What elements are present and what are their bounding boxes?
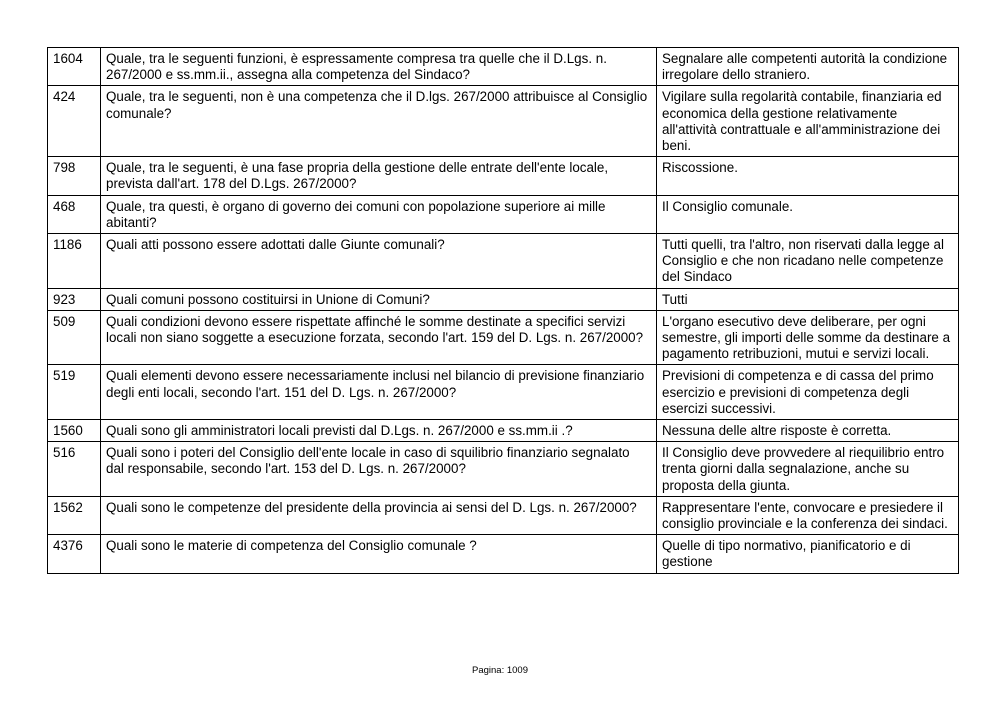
question-id-cell: 519 xyxy=(48,365,101,420)
question-id-cell: 1604 xyxy=(48,48,101,86)
table-row xyxy=(48,195,959,233)
page-number: Pagina: 1009 xyxy=(472,665,528,676)
question-id-cell: 424 xyxy=(48,86,101,157)
answer-text-cell: Il Consiglio comunale. xyxy=(657,195,959,233)
answer-text-cell: Il Consiglio deve provvedere al riequilibrio entro trenta giorni dalla segnalazione, anche su proposta della giunta. xyxy=(657,442,959,497)
question-id-cell: 509 xyxy=(48,310,101,365)
question-id-cell: 1562 xyxy=(48,496,101,534)
table-row xyxy=(48,288,959,310)
answer-text-cell: Tutti quelli, tra l'altro, non riservati dalla legge al Consiglio e che non ricadano nelle competenze del Sindaco xyxy=(657,234,959,289)
table-row xyxy=(48,442,959,497)
question-id-cell: 468 xyxy=(48,195,101,233)
question-table xyxy=(47,47,959,574)
question-text-cell: Quale, tra le seguenti, è una fase propria della gestione delle entrate dell'ente locale, prevista dall'art. 178 del D.Lgs. 267/2000? xyxy=(101,157,657,195)
question-table-container xyxy=(47,47,957,574)
table-row xyxy=(48,420,959,442)
question-id-cell: 1560 xyxy=(48,420,101,442)
question-id-cell: 4376 xyxy=(48,535,101,573)
table-row xyxy=(48,365,959,420)
question-id-cell: 923 xyxy=(48,288,101,310)
question-text-cell: Quale, tra le seguenti, non è una competenza che il D.lgs. 267/2000 attribuisce al Consiglio comunale? xyxy=(101,86,657,157)
question-table-body xyxy=(48,48,959,574)
question-text-cell: Quali elementi devono essere necessariamente inclusi nel bilancio di previsione finanziario degli enti locali, secondo l'art. 151 del D. Lgs. n. 267/2000? xyxy=(101,365,657,420)
question-text-cell: Quali sono le materie di competenza del Consiglio comunale ? xyxy=(101,535,657,573)
table-row xyxy=(48,496,959,534)
answer-text-cell: Tutti xyxy=(657,288,959,310)
answer-text-cell: Previsioni di competenza e di cassa del primo esercizio e previsioni di competenza degli esercizi successivi. xyxy=(657,365,959,420)
question-text-cell: Quali condizioni devono essere rispettate affinché le somme destinate a specifici servizi locali non siano soggette a esecuzione forzata, secondo l'art. 159 del D. Lgs. n. 267/2000? xyxy=(101,310,657,365)
page-footer xyxy=(0,665,1000,676)
question-text-cell: Quali sono i poteri del Consiglio dell'ente locale in caso di squilibrio finanziario segnalato dal responsabile, secondo l'art. 153 del D. Lgs. n. 267/2000? xyxy=(101,442,657,497)
answer-text-cell: Vigilare sulla regolarità contabile, finanziaria ed economica della gestione relativamente all'attività contrattuale e all'amministrazione dei beni. xyxy=(657,86,959,157)
table-row xyxy=(48,86,959,157)
table-row xyxy=(48,48,959,86)
table-row xyxy=(48,310,959,365)
answer-text-cell: Riscossione. xyxy=(657,157,959,195)
question-text-cell: Quali comuni possono costituirsi in Unione di Comuni? xyxy=(101,288,657,310)
answer-text-cell: Segnalare alle competenti autorità la condizione irregolare dello straniero. xyxy=(657,48,959,86)
question-text-cell: Quali sono le competenze del presidente della provincia ai sensi del D. Lgs. n. 267/2000? xyxy=(101,496,657,534)
question-id-cell: 516 xyxy=(48,442,101,497)
table-row xyxy=(48,535,959,573)
question-text-cell: Quale, tra le seguenti funzioni, è espressamente compresa tra quelle che il D.Lgs. n. 267/2000 e ss.mm.ii., assegna alla competenza del Sindaco? xyxy=(101,48,657,86)
question-text-cell: Quali sono gli amministratori locali previsti dal D.Lgs. n. 267/2000 e ss.mm.ii .? xyxy=(101,420,657,442)
answer-text-cell: Quelle di tipo normativo, pianificatorio e di gestione xyxy=(657,535,959,573)
answer-text-cell: Rappresentare l'ente, convocare e presiedere il consiglio provinciale e la conferenza dei sindaci. xyxy=(657,496,959,534)
question-id-cell: 798 xyxy=(48,157,101,195)
table-row xyxy=(48,157,959,195)
question-text-cell: Quale, tra questi, è organo di governo dei comuni con popolazione superiore ai mille abitanti? xyxy=(101,195,657,233)
table-row xyxy=(48,234,959,289)
question-text-cell: Quali atti possono essere adottati dalle Giunte comunali? xyxy=(101,234,657,289)
answer-text-cell: Nessuna delle altre risposte è corretta. xyxy=(657,420,959,442)
question-id-cell: 1186 xyxy=(48,234,101,289)
answer-text-cell: L'organo esecutivo deve deliberare, per ogni semestre, gli importi delle somme da destinare a pagamento retribuzioni, mutui e servizi locali. xyxy=(657,310,959,365)
